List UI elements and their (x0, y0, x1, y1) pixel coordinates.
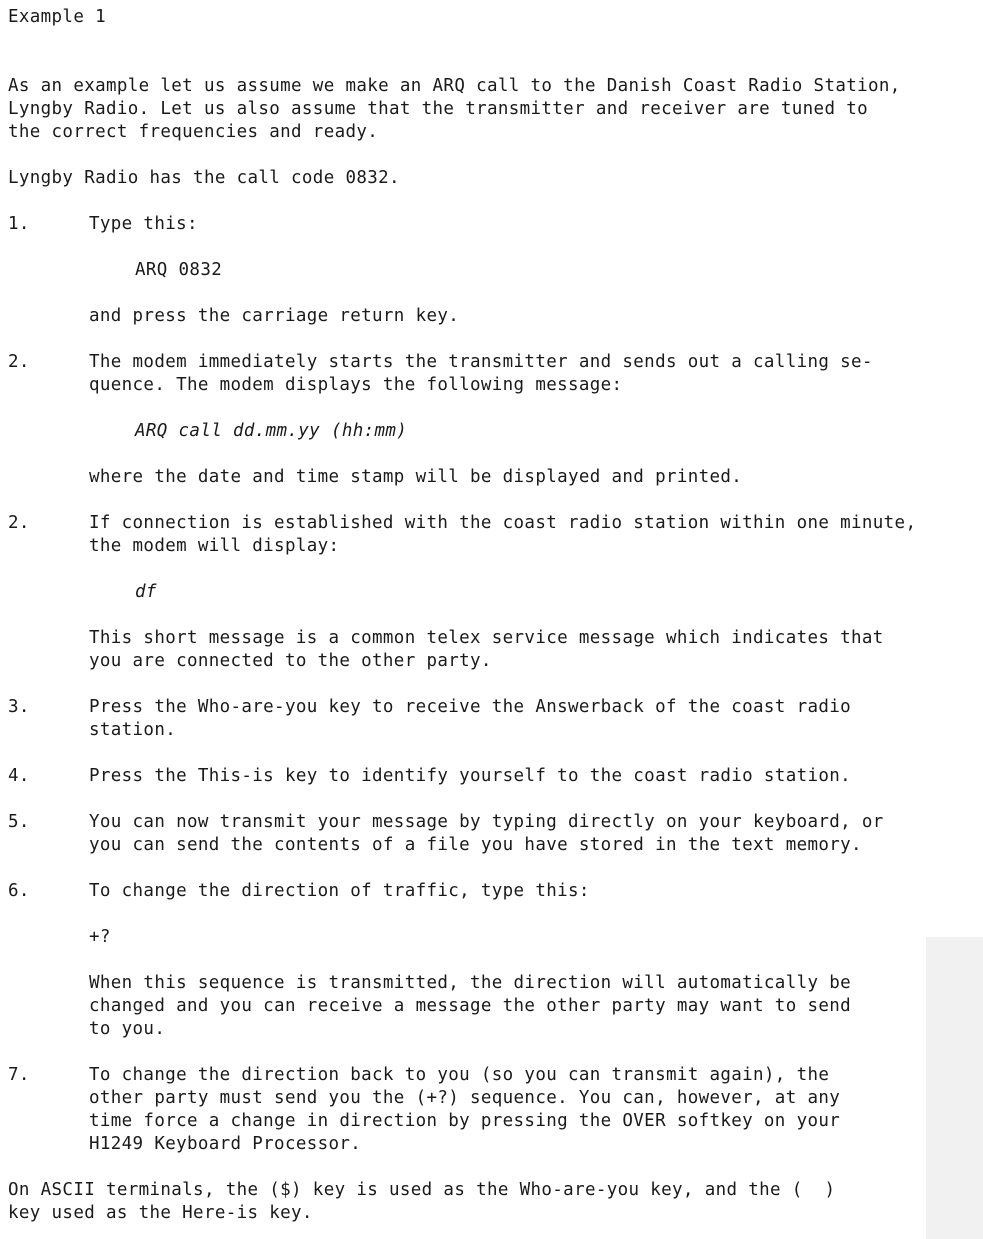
step-text: Type this: (89, 214, 198, 234)
step-number: 6. (8, 881, 30, 901)
step-text: To change the direction back to you (so you can transmit again), the (89, 1065, 830, 1085)
step-number: 4. (8, 766, 30, 786)
step-text: When this sequence is transmitted, the direction will automatically be (89, 973, 852, 993)
footer-line: On ASCII terminals, the ($) key is used as the Who-are-you key, and the ( ) (8, 1180, 836, 1200)
step-text: other party must send you the (+?) sequence. You can, however, at any (89, 1088, 841, 1108)
step-text: You can now transmit your message by typing directly on your keyboard, or (89, 812, 884, 832)
intro-line: Lyngby Radio. Let us also assume that the transmitter and receiver are tuned to (8, 99, 868, 119)
footer-note (8, 1179, 973, 1225)
step-text: time force a change in direction by pressing the OVER softkey on your (89, 1111, 841, 1131)
example-heading: Example 1 (8, 7, 106, 27)
step-text: If connection is established with the coast radio station within one minute, (89, 513, 917, 533)
step-number: 5. (8, 812, 30, 832)
call-code-line: Lyngby Radio has the call code 0832. (8, 168, 400, 188)
step-item (8, 880, 973, 1041)
step-text: quence. The modem displays the following message: (89, 375, 623, 395)
code-sample: ARQ 0832 (135, 260, 223, 280)
step-text: H1249 Keyboard Processor. (89, 1134, 362, 1154)
step-item (8, 1064, 973, 1156)
step-text: The modem immediately starts the transmitter and sends out a calling se- (89, 352, 873, 372)
step-text: station. (89, 720, 177, 740)
intro-line: As an example let us assume we make an ARQ call to the Danish Coast Radio Station, (8, 76, 901, 96)
document-page (8, 6, 973, 1225)
step-text: and press the carriage return key. (89, 306, 460, 326)
step-number: 7. (8, 1065, 30, 1085)
step-number: 2. (8, 352, 30, 372)
step-text: to you. (89, 1019, 166, 1039)
code-sample: ARQ call dd.mm.yy (hh:mm) (135, 421, 408, 441)
step-text: To change the direction of traffic, type this: (89, 881, 590, 901)
step-text: you can send the contents of a file you have stored in the text memory. (89, 835, 862, 855)
step-text: Press the This-is key to identify yourself to the coast radio station. (89, 766, 852, 786)
step-item (8, 512, 973, 673)
code-sample: df (135, 582, 157, 602)
step-text: you are connected to the other party. (89, 651, 492, 671)
step-text: This short message is a common telex service message which indicates that (89, 628, 884, 648)
step-text: Press the Who-are-you key to receive the Answerback of the coast radio (89, 697, 852, 717)
step-item (8, 351, 973, 489)
code-sample: +? (89, 927, 111, 947)
step-number: 1. (8, 214, 30, 234)
step-text: the modem will display: (89, 536, 340, 556)
footer-line: key used as the Here-is key. (8, 1203, 313, 1223)
step-text: changed and you can receive a message the other party may want to send (89, 996, 852, 1016)
step-item (8, 213, 973, 328)
step-number: 2. (8, 513, 30, 533)
step-number: 3. (8, 697, 30, 717)
step-item (8, 765, 973, 788)
intro-paragraph (8, 75, 973, 144)
step-item (8, 696, 973, 742)
step-item (8, 811, 973, 857)
step-text: where the date and time stamp will be displayed and printed. (89, 467, 743, 487)
intro-line: the correct frequencies and ready. (8, 122, 379, 142)
